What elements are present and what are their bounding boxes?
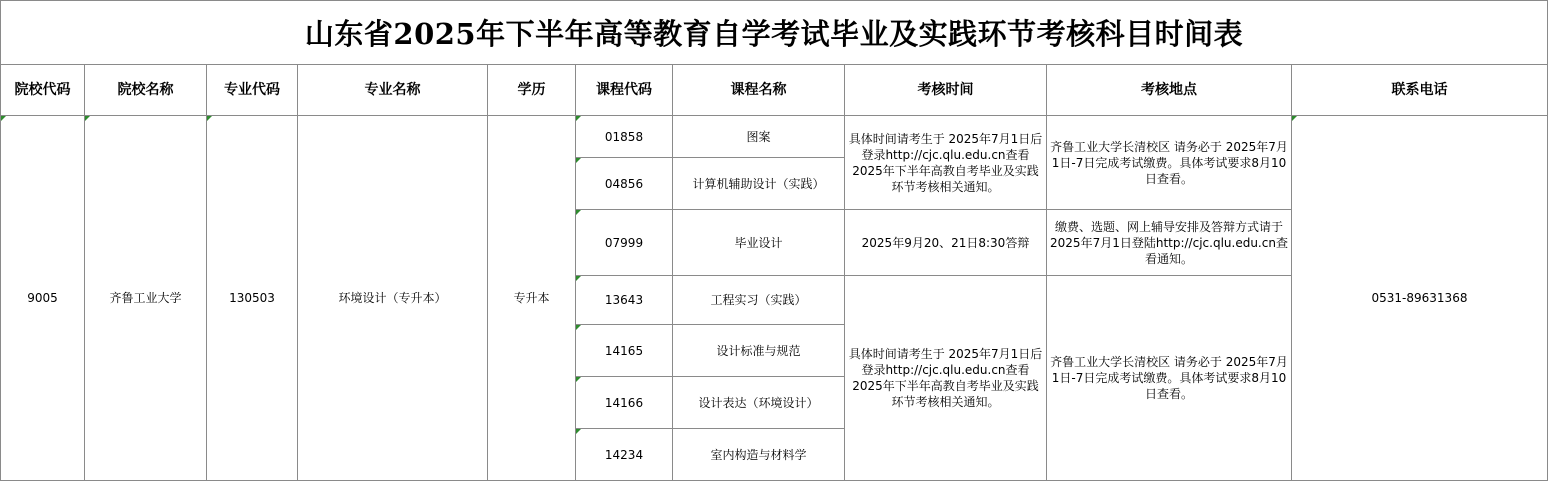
sheet-title: 山东省2025年下半年高等教育自学考试毕业及实践环节考核科目时间表 xyxy=(0,0,1548,64)
table-row xyxy=(1,116,1548,158)
exam-place-cell: 齐鲁工业大学长清校区 请务必于 2025年7月1日-7日完成考试缴费。具体考试要求8月10日查看。 xyxy=(1047,276,1292,481)
course-code-cell: 13643 xyxy=(576,276,673,325)
header-row xyxy=(1,65,1548,116)
course-code-cell: 14165 xyxy=(576,325,673,377)
course-code-cell: 01858 xyxy=(576,116,673,158)
course-name-cell: 工程实习（实践） xyxy=(673,276,845,325)
course-name-cell: 计算机辅助设计（实践） xyxy=(673,158,845,210)
schedule-table xyxy=(0,64,1548,481)
header-exam-time: 考核时间 xyxy=(845,65,1047,116)
header-level: 学历 xyxy=(488,65,576,116)
exam-place-cell: 缴费、选题、网上辅导安排及答辩方式请于2025年7月1日登陆http://cjc.qlu.edu.cn查看通知。 xyxy=(1047,210,1292,276)
course-name-cell: 毕业设计 xyxy=(673,210,845,276)
phone-cell: 0531-89631368 xyxy=(1292,116,1548,481)
course-code-cell: 14234 xyxy=(576,429,673,481)
school-name-cell: 齐鲁工业大学 xyxy=(85,116,207,481)
major-code-cell: 130503 xyxy=(207,116,298,481)
course-name-cell: 设计标准与规范 xyxy=(673,325,845,377)
exam-time-cell: 具体时间请考生于 2025年7月1日后登录http://cjc.qlu.edu.cn查看2025年下半年高教自考毕业及实践环节考核相关通知。 xyxy=(845,276,1047,481)
exam-place-cell: 齐鲁工业大学长清校区 请务必于 2025年7月1日-7日完成考试缴费。具体考试要求8月10日查看。 xyxy=(1047,116,1292,210)
course-name-cell: 室内构造与材料学 xyxy=(673,429,845,481)
header-course-name: 课程名称 xyxy=(673,65,845,116)
header-phone: 联系电话 xyxy=(1292,65,1548,116)
level-cell: 专升本 xyxy=(488,116,576,481)
header-school-name: 院校名称 xyxy=(85,65,207,116)
course-code-cell: 07999 xyxy=(576,210,673,276)
header-school-code: 院校代码 xyxy=(1,65,85,116)
course-name-cell: 图案 xyxy=(673,116,845,158)
exam-time-cell: 具体时间请考生于 2025年7月1日后登录http://cjc.qlu.edu.cn查看2025年下半年高教自考毕业及实践环节考核相关通知。 xyxy=(845,116,1047,210)
course-name-cell: 设计表达（环境设计） xyxy=(673,377,845,429)
school-code-cell: 9005 xyxy=(1,116,85,481)
major-name-cell: 环境设计（专升本） xyxy=(298,116,488,481)
exam-time-cell: 2025年9月20、21日8:30答辩 xyxy=(845,210,1047,276)
course-code-cell: 04856 xyxy=(576,158,673,210)
header-exam-place: 考核地点 xyxy=(1047,65,1292,116)
header-major-code: 专业代码 xyxy=(207,65,298,116)
header-major-name: 专业名称 xyxy=(298,65,488,116)
course-code-cell: 14166 xyxy=(576,377,673,429)
header-course-code: 课程代码 xyxy=(576,65,673,116)
